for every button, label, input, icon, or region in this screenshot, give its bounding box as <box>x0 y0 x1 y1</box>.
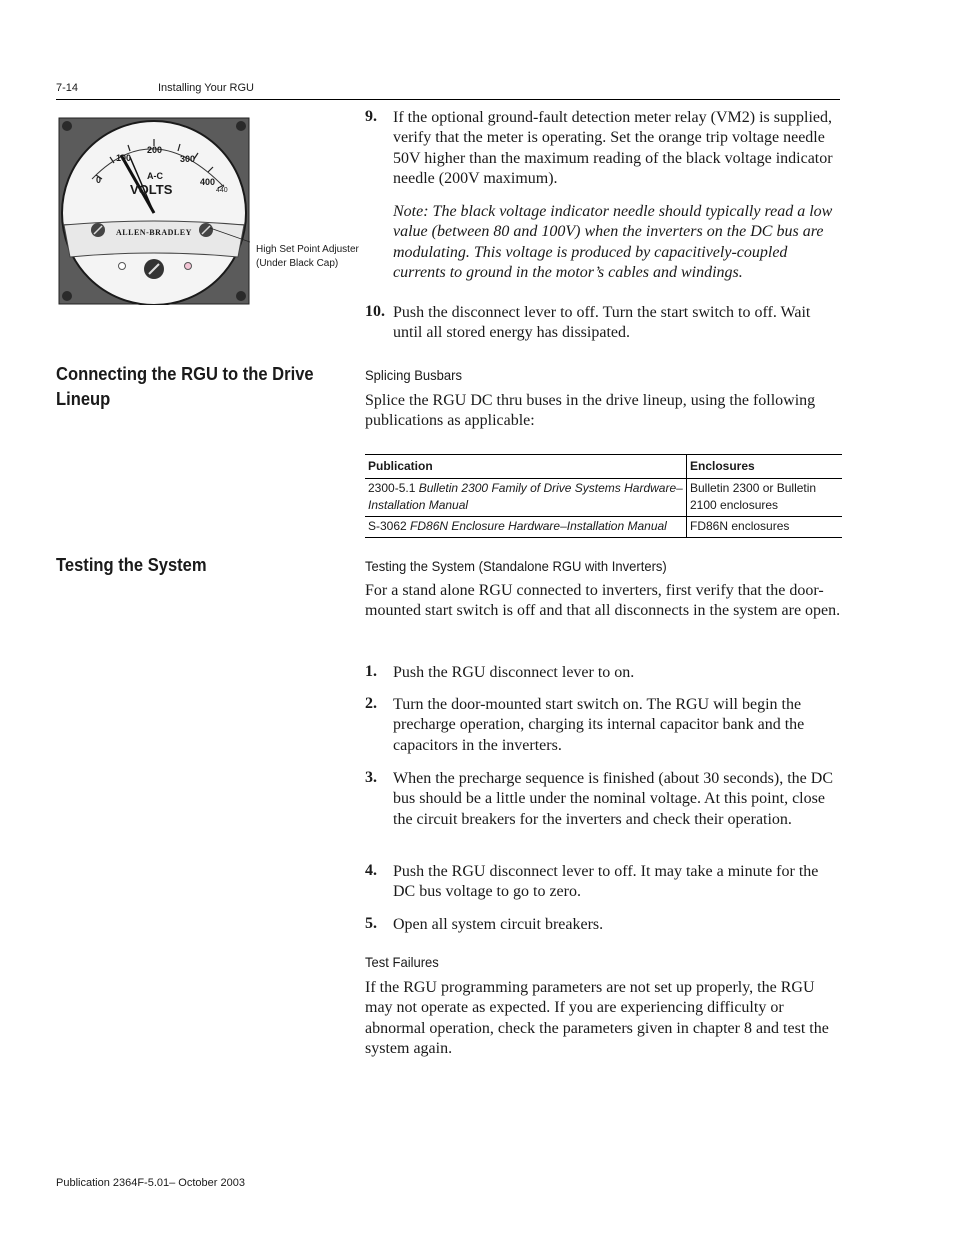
step-text: Turn the door-mounted start switch on. The RGU will begin the precharge operation, charging its internal capacitor bank and the capacitors in the inverters. <box>393 696 805 754</box>
note-label: Note: <box>393 203 429 220</box>
step-text: Push the RGU disconnect lever to off. It may take a minute for the DC bus voltage to go to zero. <box>393 863 819 901</box>
step-number: 1. <box>365 663 377 680</box>
publication-number: S-3062 <box>368 519 407 533</box>
scale-label-300: 300 <box>180 154 196 164</box>
publication-title: FD86N Enclosure Hardware–Installation Manual <box>410 519 667 533</box>
subheading-test-failures: Test Failures <box>365 954 439 970</box>
table-header-enclosures: Enclosures <box>687 455 843 479</box>
header-rule <box>56 99 840 100</box>
scale-label-440: 440 <box>216 187 228 194</box>
scale-label-100: 100 <box>116 153 132 163</box>
subheading-standalone-rgu: Testing the System (Standalone RGU with Inverters) <box>365 558 667 574</box>
heading-line-1: Connecting the RGU to the Drive <box>56 364 314 384</box>
table-header-publication: Publication <box>365 455 687 479</box>
step-number: 2. <box>365 695 377 712</box>
step-text: If the optional ground-fault detection meter relay (VM2) is supplied, verify that the meter is operating. Set the orange trip voltage needle 50V higher than the maximum reading of the black voltage indicator needle (200V maximum). <box>393 109 833 187</box>
footer-publication: Publication 2364F-5.01– October 2003 <box>56 1177 245 1189</box>
note-text: The black voltage indicator needle should typically read a low value (between 80 and 100V) when the inverters on the DC bus are modulating. This voltage is produced by capacitively-coupled currents to ground in the motor’s cables and windings. <box>393 203 833 281</box>
scale-label-0: 0 <box>96 175 102 185</box>
step-text: Push the disconnect lever to off. Turn the start switch to off. Wait until all stored energy has dissipated. <box>393 304 811 342</box>
section-heading-testing: Testing the System <box>56 555 207 575</box>
step-number: 10. <box>365 303 385 320</box>
table-row <box>365 517 842 538</box>
meter-unit-top: A-C <box>147 171 163 181</box>
splicing-intro: Splice the RGU DC thru buses in the drive lineup, using the following publications as applicable: <box>365 392 816 430</box>
step-text: Push the RGU disconnect lever to on. <box>393 664 635 681</box>
subheading-splicing-busbars: Splicing Busbars <box>365 367 462 383</box>
table-row <box>365 479 842 517</box>
callout-line-1: High Set Point Adjuster <box>256 244 359 255</box>
section-heading-connecting <box>56 362 314 412</box>
meter-relay-figure <box>58 117 250 305</box>
heading-line-2: Lineup <box>56 389 111 409</box>
step-text: When the precharge sequence is finished (about 30 seconds), the DC bus should be a little under the nominal voltage. At this point, close the circuit breakers for the inverters and check their operation. <box>393 770 834 828</box>
step-number: 9. <box>365 108 377 125</box>
table-header-row <box>365 455 842 479</box>
scale-label-200: 200 <box>147 145 163 155</box>
step-number: 4. <box>365 862 377 879</box>
scale-label-400: 400 <box>200 177 216 187</box>
step-number: 5. <box>365 915 377 932</box>
meter-brand-label: ALLEN-BRADLEY <box>116 228 192 237</box>
step-number: 3. <box>365 769 377 786</box>
publication-number: 2300-5.1 <box>368 481 416 495</box>
note-paragraph <box>393 202 843 283</box>
page-number: 7-14 <box>56 82 79 94</box>
table-cell-enclosures: Bulletin 2300 or Bulletin 2100 enclosures <box>687 479 843 517</box>
callout-line-2: (Under Black Cap) <box>256 258 339 269</box>
table-cell-publication <box>365 517 687 538</box>
step-text: Open all system circuit breakers. <box>393 916 604 933</box>
test-failures-text: If the RGU programming parameters are not set up properly, the RGU may not operate as expected. If you are experiencing difficulty or abnormal operation, check the parameters given in chapter 8 and test the system again. <box>365 979 829 1057</box>
figure-callout <box>256 243 359 271</box>
publication-title: Bulletin 2300 Family of Drive Systems Hardware–Installation Manual <box>368 481 683 512</box>
meter-unit-label: VOLTS <box>130 182 173 197</box>
testing-intro: For a stand alone RGU connected to inverters, first verify that the door-mounted start switch is off and that all disconnects in the system are open. <box>365 582 841 620</box>
table-cell-publication <box>365 479 687 517</box>
table-cell-enclosures: FD86N enclosures <box>687 517 843 538</box>
publication-table <box>365 454 842 538</box>
running-header-title: Installing Your RGU <box>158 82 254 94</box>
